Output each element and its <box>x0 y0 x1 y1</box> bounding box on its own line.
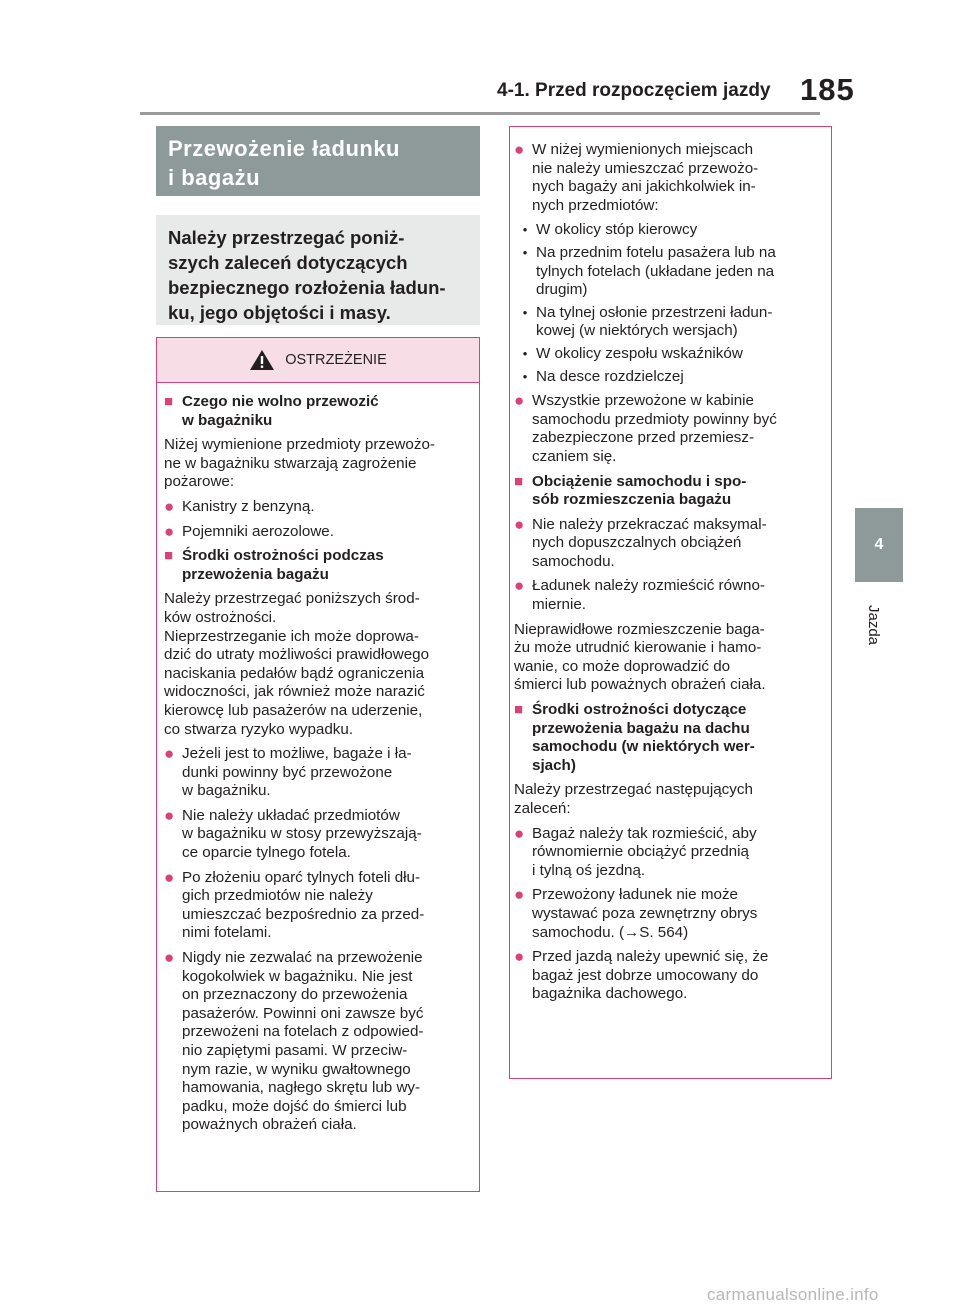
circle-bullet-icon: ● <box>164 805 175 825</box>
item-text: Pojemniki aerozolowe. <box>182 522 334 540</box>
item-text: Środki ostrożności podczas przewożenia bagażu <box>182 547 384 583</box>
dot-bullet-icon: • <box>522 345 528 361</box>
square-bullet-icon: ■ <box>164 547 174 565</box>
item-text: Obciążenie samochodu i spo- sób rozmieszczenia bagażu <box>532 472 747 509</box>
circle-bullet-icon: ● <box>514 947 525 967</box>
item-text: Nie należy przekraczać maksymal- nych dopuszczalnych obciążeń samochodu. <box>532 515 767 570</box>
page-number: 185 <box>800 72 855 107</box>
circle-bullet-icon: ● <box>164 744 175 764</box>
paragraph: Nieprawidłowe rozmieszczenie baga- żu może utrudnić kierowanie i hamo- wanie, co może doprowadzić do śmierci lub poważnych obrażeń ciała. <box>514 620 766 694</box>
bullet-item <box>514 392 821 466</box>
bullet-item <box>164 807 469 863</box>
right-column-box <box>509 126 832 1079</box>
item-text: W okolicy zespołu wskaźników <box>536 344 743 362</box>
bullet-item <box>164 949 469 1135</box>
chapter-tab-number: 4 <box>874 536 884 553</box>
item-text: Środki ostrożności dotyczące przewożenia bagażu na dachu samochodu (w niektórych wer- sjach) <box>532 701 755 774</box>
section-title: Przewożenie ładunku i bagażu <box>168 136 400 190</box>
chapter-tab-label: Jazda <box>865 605 882 646</box>
dash-list-item <box>514 244 821 300</box>
chapter-tab <box>855 508 903 582</box>
warning-label: OSTRZEŻENIE <box>285 352 387 368</box>
dash-list-item <box>514 221 821 240</box>
subheading <box>164 547 469 584</box>
item-text: Na przednim fotelu pasażera lub na tylnych fotelach (układane jeden na drugim) <box>536 243 776 299</box>
circle-bullet-icon: ● <box>514 514 525 534</box>
bullet-item <box>514 577 821 614</box>
right-column-content <box>510 127 831 1004</box>
paragraph: Niżej wymienione przedmioty przewożo- ne w bagażniku stwarzają zagrożenie pożarowe: <box>164 436 435 491</box>
square-bullet-icon: ■ <box>514 472 524 490</box>
header-rule <box>140 112 820 115</box>
paragraph: Należy przestrzegać poniższych środ- ków ostrożności. Nieprzestrzeganie ich może doprowa- dzić do utraty możliwości prawidłowego naciskania pedałów bądź ograniczenia widoczności, jak również może narazić kierowcę lub pasażerów na uderzenie, co stwarza ryzyko wypadku. <box>164 590 430 738</box>
dash-list-item <box>514 368 821 387</box>
intro-box <box>156 215 480 325</box>
circle-bullet-icon: ● <box>164 521 175 541</box>
bullet-item <box>514 886 821 942</box>
warning-box <box>156 337 480 1192</box>
bullet-item <box>514 825 821 881</box>
circle-bullet-icon: ● <box>514 823 525 843</box>
item-text: Nigdy nie zezwalać na przewożenie kogokolwiek w bagażniku. Nie jest on przeznaczony do przewożenia pasażerów. Powinni oni zawsze być przewożeni na fotelach z odpowied- nio zapiętymi pasami. W przeciw- nym razie, w wyniku gwałtownego hamowania, nagłego skrętu lub wy- padku, może dojść do śmierci lub poważnych obrażeń ciała. <box>182 949 424 1134</box>
bullet-item <box>164 498 469 517</box>
item-text: Bagaż należy tak rozmieścić, aby równomiernie obciążyć przednią i tylną oś jezdną. <box>532 824 757 879</box>
square-bullet-icon: ■ <box>514 701 524 719</box>
bullet-item <box>514 141 821 215</box>
intro-text: Należy przestrzegać poniż- szych zaleceń dotyczących bezpiecznego rozłożenia ładun- ku, jego objętości i masy. <box>168 227 446 323</box>
dash-list-item <box>514 345 821 364</box>
item-text: Czego nie wolno przewozić w bagażniku <box>182 393 379 429</box>
square-bullet-icon: ■ <box>164 393 174 410</box>
circle-bullet-icon: ● <box>514 391 525 411</box>
dot-bullet-icon: • <box>522 368 528 384</box>
warning-header <box>157 338 479 383</box>
dot-bullet-icon: • <box>522 244 528 260</box>
circle-bullet-icon: ● <box>164 867 175 887</box>
footer-watermark: carmanualsonline.info <box>707 1285 879 1304</box>
circle-bullet-icon: ● <box>514 140 525 159</box>
subheading <box>514 473 821 510</box>
section-heading <box>156 126 480 196</box>
bullet-item <box>164 745 469 801</box>
item-text: Po złożeniu oparć tylnych foteli dłu- gich przedmiotów nie należy umieszczać bezpośrednio za przed- nimi fotelami. <box>182 868 425 942</box>
item-text: Przed jazdą należy upewnić się, że bagaż jest dobrze umocowany do bagażnika dachowego. <box>532 948 769 1003</box>
circle-bullet-icon: ● <box>164 948 175 968</box>
bullet-item <box>164 523 469 542</box>
item-text: Nie należy układać przedmiotów w bagażniku w stosy przewyższają- ce oparcie tylnego fotela. <box>182 806 422 862</box>
bullet-item <box>514 516 821 572</box>
item-text: W okolicy stóp kierowcy <box>536 221 698 239</box>
chapter-tab-label-wrap <box>852 595 912 645</box>
item-text: W niżej wymienionych miejscach nie należy umieszczać przewożo- nych bagaży ani jakichkolwiek in- nych przedmiotów: <box>532 141 759 214</box>
subheading <box>164 393 469 430</box>
item-text: Wszystkie przewożone w kabinie samochodu przedmioty powinny być zabezpieczone przed przemiesz- czaniem się. <box>532 392 777 465</box>
item-text: Na desce rozdzielczej <box>536 367 684 385</box>
dot-bullet-icon: • <box>522 222 528 238</box>
circle-bullet-icon: ● <box>514 885 525 905</box>
bullet-item <box>514 948 821 1004</box>
paragraph: Należy przestrzegać następujących zaleceń: <box>514 781 753 817</box>
subheading <box>514 701 821 775</box>
bullet-item <box>164 869 469 943</box>
item-text: Jeżeli jest to możliwe, bagaże i ła- dunki powinny być przewożone w bagażniku. <box>182 745 412 800</box>
circle-bullet-icon: ● <box>514 576 525 596</box>
item-text: Przewożony ładunek nie może wystawać poza zewnętrzny obrys samochodu. (→S. 564) <box>532 886 758 941</box>
header-title: 4-1. Przed rozpoczęciem jazdy <box>497 80 771 101</box>
item-text: Na tylnej osłonie przestrzeni ładun- kowej (w niektórych wersjach) <box>536 303 773 340</box>
dash-list-item <box>514 304 821 341</box>
warning-triangle-icon <box>249 349 275 371</box>
dot-bullet-icon: • <box>522 304 528 320</box>
item-text: Kanistry z benzyną. <box>182 497 315 515</box>
circle-bullet-icon: ● <box>164 496 175 516</box>
item-text: Ładunek należy rozmieścić równo- miernie. <box>532 577 765 614</box>
warning-content <box>157 383 479 1135</box>
